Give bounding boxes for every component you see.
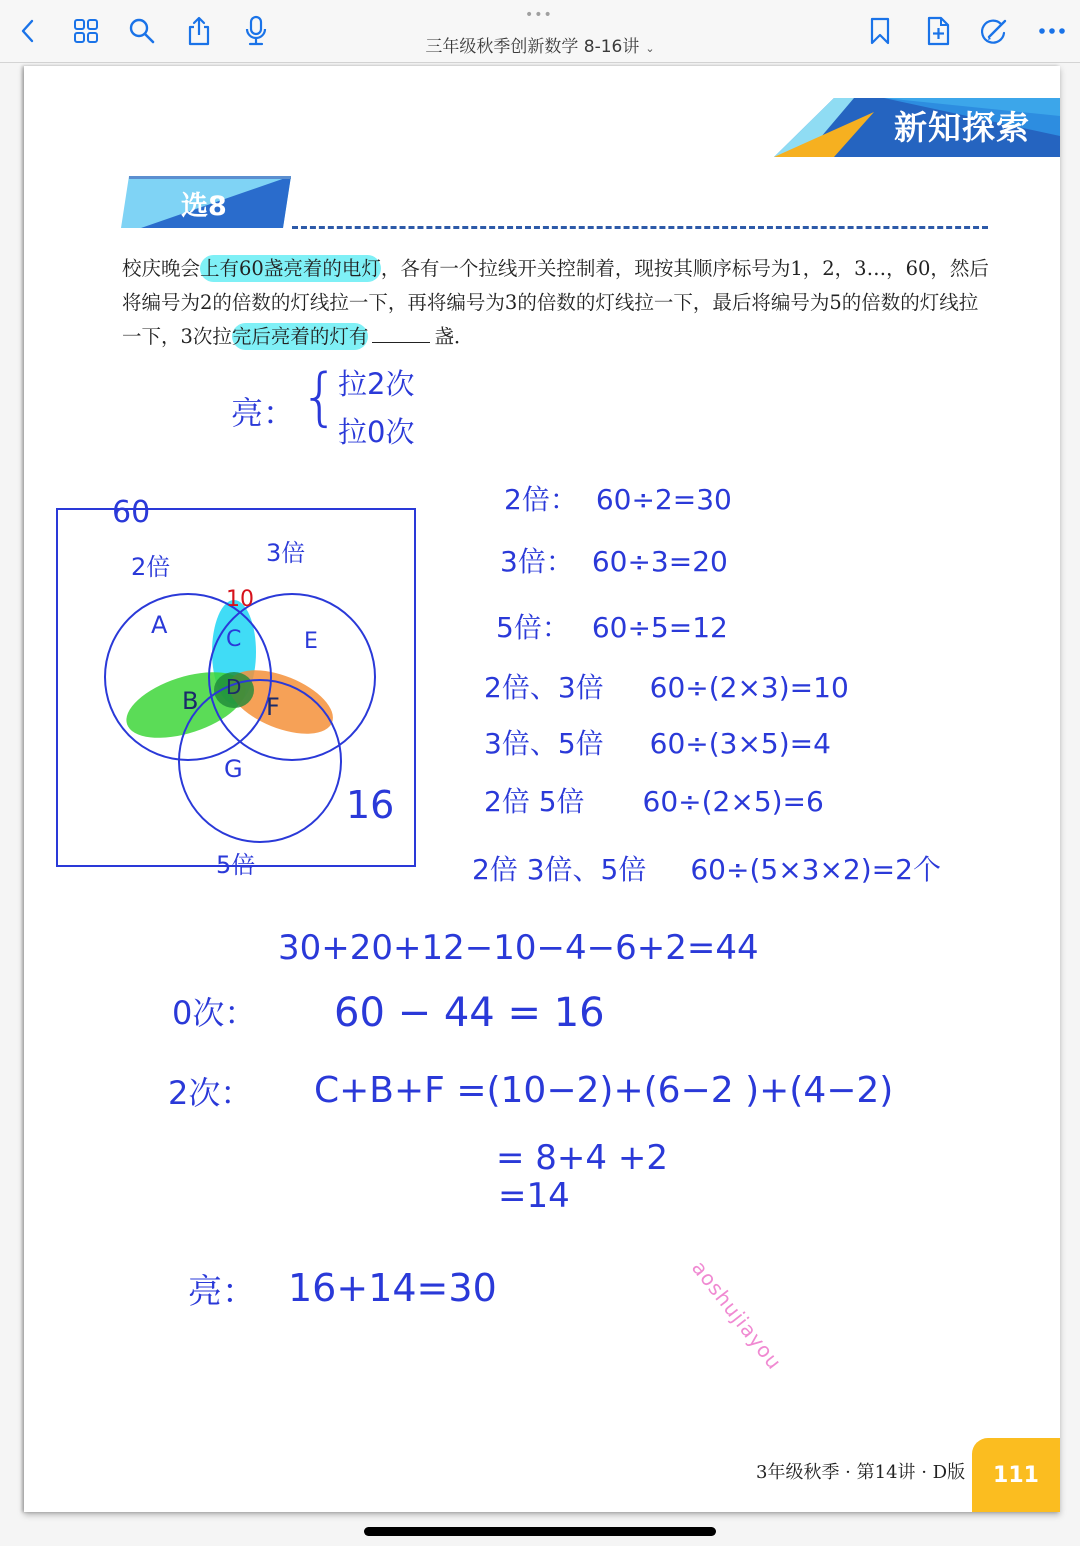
venn-label-2x: 2倍 (131, 553, 171, 581)
markup-pen-icon[interactable] (978, 14, 1010, 48)
calc-expr: 60÷(2×5)=6 (642, 785, 824, 818)
question-text (122, 252, 992, 354)
calc-row-1 (504, 478, 732, 518)
page-number: 111 (972, 1438, 1060, 1512)
calc-label: 2倍： (504, 483, 578, 516)
calc-expr: 60÷5=12 (591, 611, 728, 644)
calc-row-3 (496, 606, 728, 646)
venn-label-5x: 5倍 (216, 851, 256, 879)
venn-outside-count: 16 (346, 783, 395, 827)
hw-two-expr-1: C+B+F =(10−2)+(6−2 )+(4−2) (314, 1070, 894, 1111)
question-part-3: 盏． (434, 325, 474, 348)
calc-row-6 (484, 780, 824, 820)
question-part-2: ，各有一个拉线开关控制着，现按其顺序标号为1，2，3…，60，然后将编号为2的倍数的灯线拉一下，再将编号为3的倍数的灯线拉一下，最后将编号为5的倍数的灯线拉一下，3次拉 (122, 257, 989, 348)
venn-total: 60 (112, 495, 151, 530)
calc-row-7 (472, 848, 941, 888)
home-indicator[interactable] (364, 1527, 716, 1536)
section-banner-title: 新知探索 (894, 108, 1030, 147)
venn-region-d: D (226, 675, 242, 699)
page-footer: 3年级秋季 · 第14讲 · D版 (756, 1462, 966, 1483)
document-page[interactable] (24, 66, 1060, 1512)
calc-expr: 60÷2=30 (595, 483, 732, 516)
calc-expr: 60÷3=20 (591, 545, 728, 578)
calc-label: 3倍： (500, 545, 574, 578)
bookmark-icon[interactable] (864, 14, 896, 48)
hw-bright-label: 亮： (231, 394, 296, 432)
calc-label: 2倍 5倍 (484, 785, 585, 818)
answer-blank (372, 324, 430, 343)
calc-expr: 60÷(3×5)=4 (649, 727, 831, 760)
hw-bright-case-1: 拉2次 (338, 367, 415, 401)
add-page-icon[interactable] (922, 14, 954, 48)
venn-region-e: E (304, 629, 318, 654)
hw-final-label: 亮： (188, 1272, 256, 1312)
document-title-text: 三年级秋季创新数学 8-16讲 (425, 37, 640, 57)
calc-row-5 (484, 722, 831, 762)
watermark: aoshujiayou (687, 1256, 787, 1375)
venn-diagram (56, 495, 426, 881)
question-tag-label: 选8 (181, 191, 227, 222)
calc-expr: 60÷(2×3)=10 (649, 671, 849, 704)
venn-region-c: C (226, 627, 242, 652)
venn-region-f: F (266, 693, 280, 721)
hw-sum-line: 30+20+12−10−4−6+2=44 (278, 928, 759, 968)
window-grip[interactable]: ••• (525, 7, 553, 23)
calc-label: 2倍、3倍 (484, 671, 604, 704)
highlight-1: 上有60盏亮着的电灯 (200, 257, 381, 280)
hw-two-expr-3: =14 (498, 1176, 570, 1216)
venn-region-g: G (224, 755, 243, 783)
more-icon[interactable] (1036, 14, 1068, 48)
document-title[interactable] (0, 32, 1080, 57)
calc-expr: 60÷(5×3×2)=2个 (690, 853, 941, 886)
section-banner (774, 98, 1060, 157)
venn-label-3x: 3倍 (266, 539, 306, 567)
question-tag (121, 176, 291, 228)
highlight-2: 完后亮着的灯有 (231, 325, 369, 348)
venn-annotation-c: 10 (226, 587, 254, 612)
hw-bright-case-2: 拉0次 (338, 415, 415, 449)
hw-zero-expr: 60 − 44 = 16 (334, 990, 605, 1036)
calc-label: 3倍、5倍 (484, 727, 604, 760)
calc-row-4 (484, 666, 849, 706)
dashed-divider (292, 226, 988, 229)
hw-two-expr-2: = 8+4 +2 (496, 1138, 668, 1178)
hw-two-label: 2次： (168, 1074, 253, 1112)
chevron-down-icon: ⌄ (645, 42, 655, 55)
question-part-1: 校庆晚会 (122, 257, 201, 280)
venn-region-a: A (151, 611, 168, 639)
hw-brace: { (300, 360, 340, 433)
hw-final-expr: 16+14=30 (288, 1266, 497, 1310)
reader-toolbar (0, 0, 1080, 63)
calc-label: 5倍： (496, 611, 570, 644)
hw-zero-label: 0次： (172, 994, 257, 1032)
calc-row-2 (500, 540, 728, 580)
calc-label: 2倍 3倍、5倍 (472, 853, 647, 886)
venn-region-b: B (182, 687, 199, 715)
